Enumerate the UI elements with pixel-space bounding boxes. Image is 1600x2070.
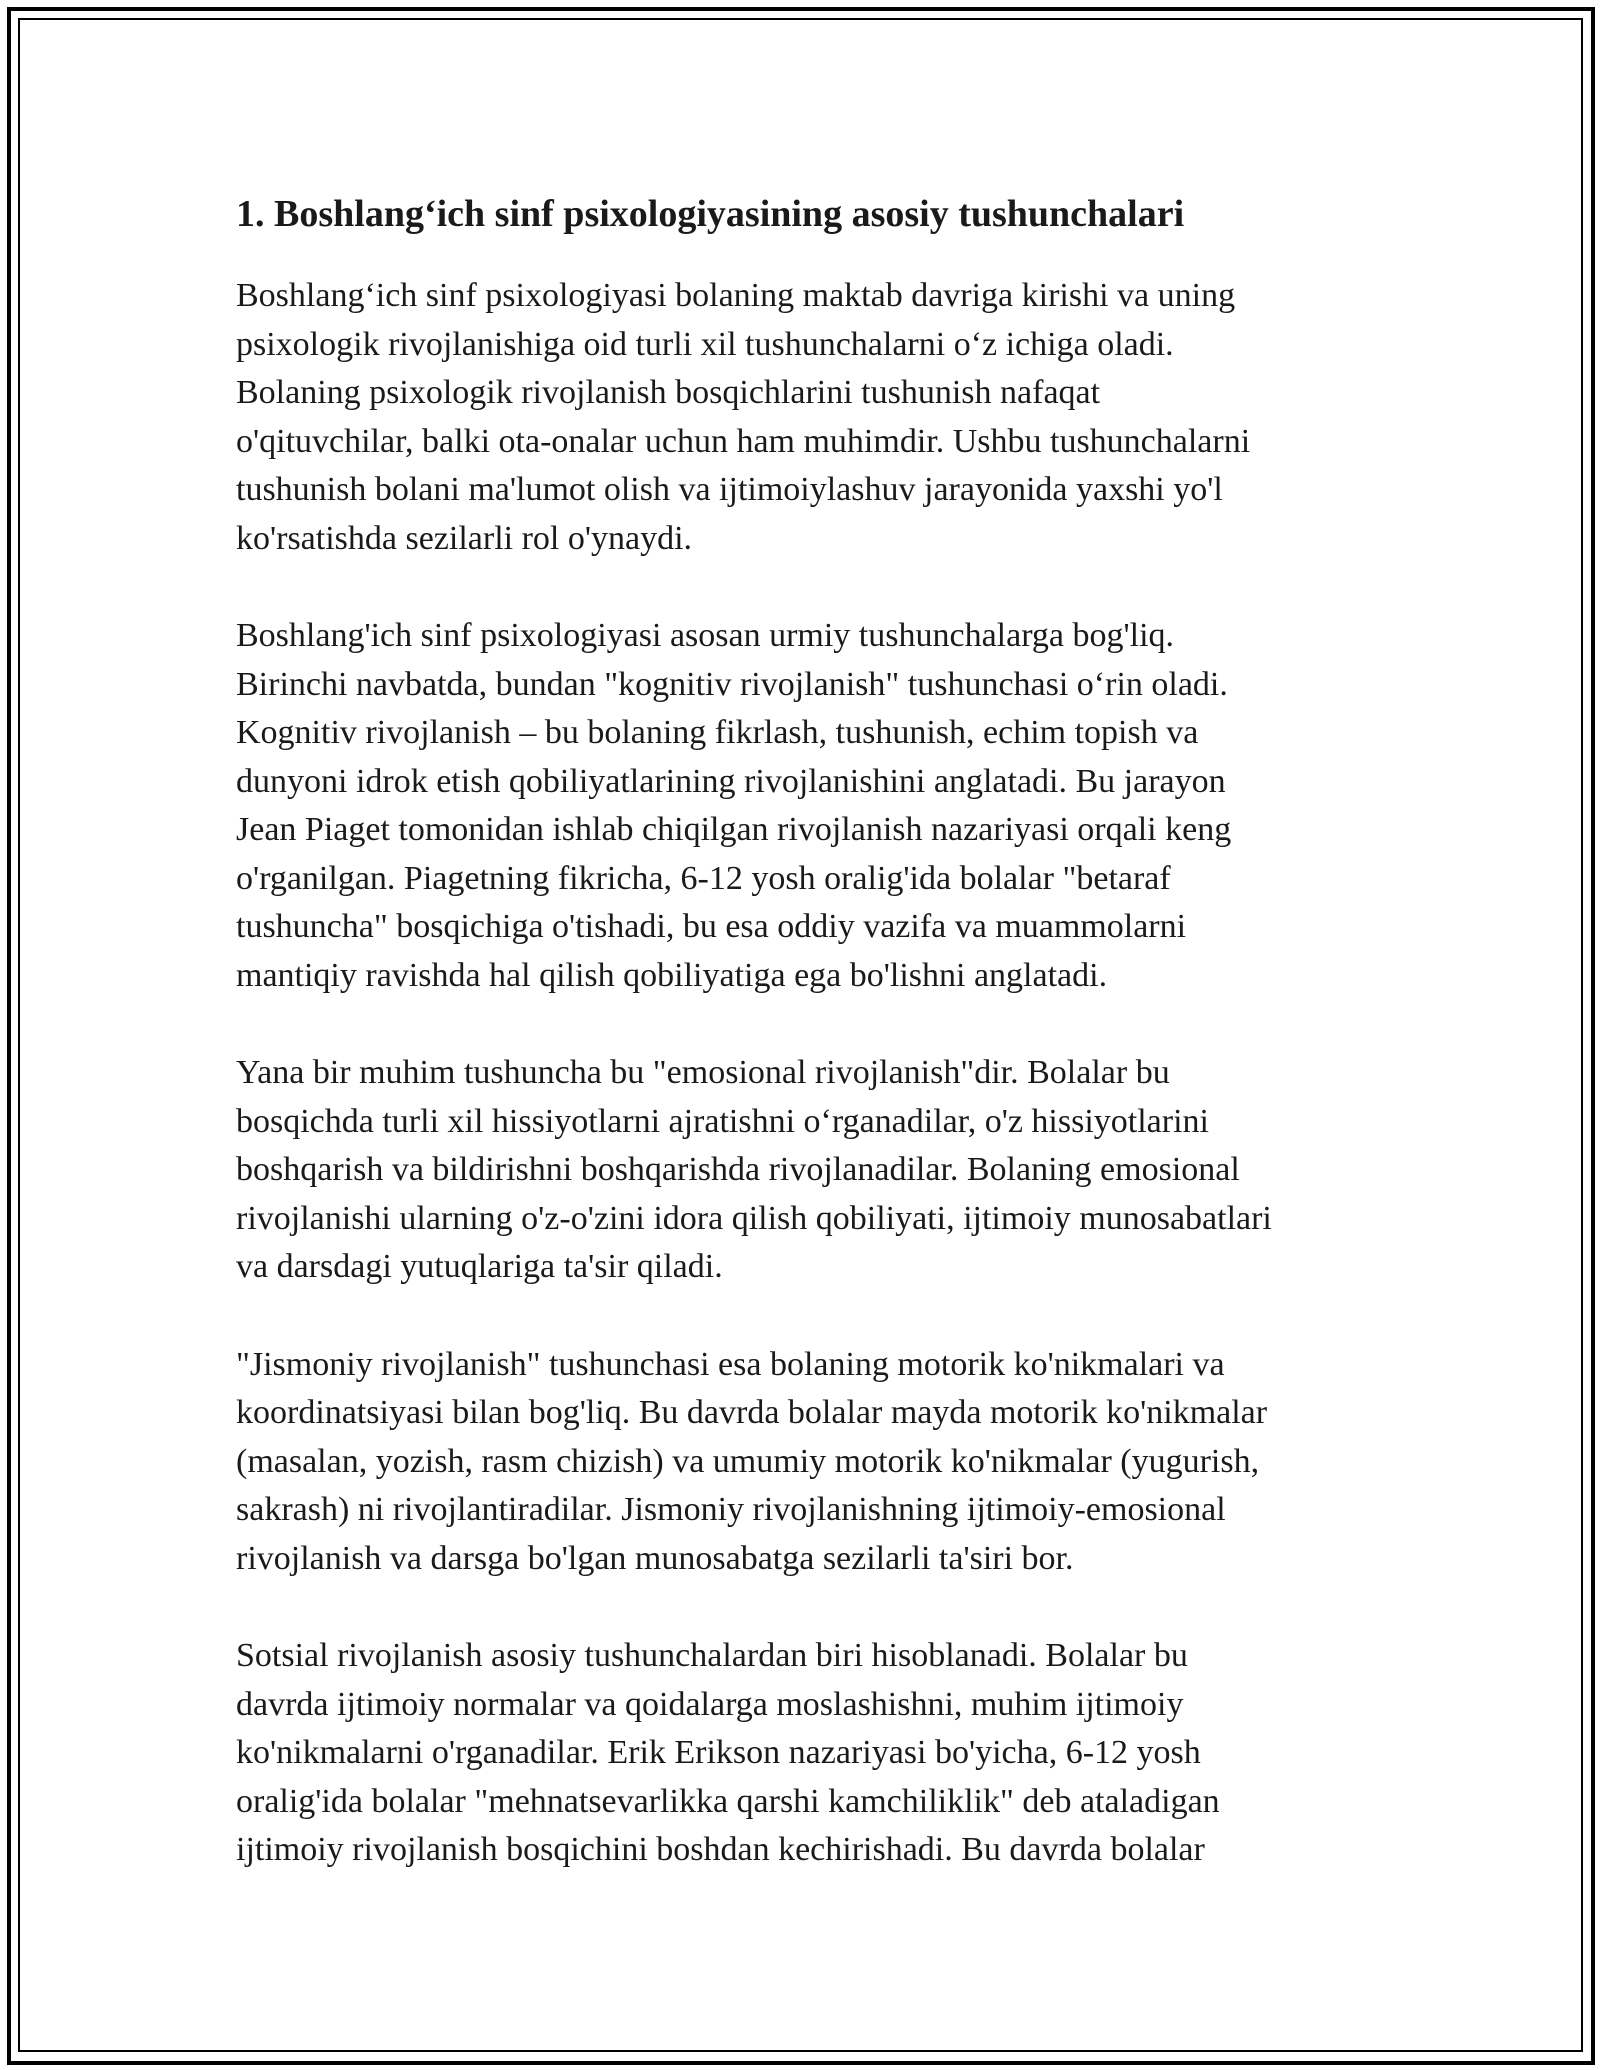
text-line: koordinatsiyasi bilan bog'liq. Bu davrda bolalar mayda motorik ko'nikmalar	[236, 1394, 1268, 1431]
text-line: Bolaning psixologik rivojlanish bosqichlarini tushunish nafaqat	[236, 374, 1101, 411]
section-heading: 1. Boshlang‘ich sinf psixologiyasining asosiy tushunchalari	[236, 193, 1185, 235]
text-line: Kognitiv rivojlanish – bu bolaning fikrlash, tushunish, echim topish va	[236, 714, 1199, 751]
text-line: bosqichda turli xil hissiyotlarni ajratishni o‘rganadilar, o'z hissiyotlarini	[236, 1102, 1209, 1140]
text-line: Boshlang'ich sinf psixologiyasi asosan urmiy tushunchalarga bog'liq.	[236, 617, 1175, 654]
text-line: psixologik rivojlanishiga oid turli xil tushunchalarni o‘z ichiga oladi.	[236, 325, 1174, 363]
text-line: tushunish bolani ma'lumot olish va ijtimoiylashuv jarayonida yaxshi yo'l	[236, 471, 1223, 508]
text-line: Boshlang‘ich sinf psixologiyasi bolaning maktab davriga kirishi va uning	[236, 277, 1236, 314]
text-line: Birinchi navbatda, bundan "kognitiv rivojlanish" tushunchasi o‘rin oladi.	[236, 665, 1228, 703]
text-line: dunyoni idrok etish qobiliyatlarining rivojlanishini anglatadi. Bu jarayon	[236, 762, 1226, 800]
text-line: (masalan, yozish, rasm chizish) va umumiy motorik ko'nikmalar (yugurish,	[236, 1442, 1260, 1480]
text-line: oralig'ida bolalar "mehnatsevarlikka qarshi kamchiliklik" deb ataladigan	[236, 1782, 1220, 1820]
text-line: Yana bir muhim tushuncha bu "emosional rivojlanish"dir. Bolalar bu	[236, 1054, 1170, 1091]
text-line: Sotsial rivojlanish asosiy tushunchalardan biri hisoblanadi. Bolalar bu	[236, 1637, 1188, 1674]
text-line: tushuncha" bosqichiga o'tishadi, bu esa oddiy vazifa va muammolarni	[236, 908, 1187, 945]
text-line: o'rganilgan. Piagetning fikricha, 6-12 yosh oralig'ida bolalar "betaraf	[236, 859, 1171, 897]
paragraph-emotional-development	[236, 1049, 1386, 1292]
paragraph-social-development	[236, 1632, 1386, 1875]
paragraph-intro	[236, 272, 1386, 563]
document-body	[236, 186, 1386, 1924]
text-line: o'qituvchilar, balki ota-onalar uchun ham muhimdir. Ushbu tushunchalarni	[236, 422, 1251, 460]
text-line: ijtimoiy rivojlanish bosqichini boshdan kechirishadi. Bu davrda bolalar	[236, 1831, 1205, 1868]
text-line: "Jismoniy rivojlanish" tushunchasi esa bolaning motorik ko'nikmalari va	[236, 1345, 1225, 1383]
paragraph-cognitive-development	[236, 612, 1386, 1000]
text-line: va darsdagi yutuqlariga ta'sir qiladi.	[236, 1248, 723, 1285]
text-line: mantiqiy ravishda hal qilish qobiliyatiga ega bo'lishni anglatadi.	[236, 956, 1108, 994]
text-line: boshqarish va bildirishni boshqarishda rivojlanadilar. Bolaning emosional	[236, 1151, 1240, 1188]
text-line: davrda ijtimoiy normalar va qoidalarga moslashishni, muhim ijtimoiy	[236, 1685, 1184, 1723]
text-line: ko'nikmalarni o'rganadilar. Erik Erikson nazariyasi bo'yicha, 6-12 yosh	[236, 1734, 1201, 1771]
text-line: Jean Piaget tomonidan ishlab chiqilgan rivojlanish nazariyasi orqali keng	[236, 811, 1232, 848]
paragraph-physical-development	[236, 1341, 1386, 1584]
text-line: rivojlanish va darsga bo'lgan munosabatga sezilarli ta'siri bor.	[236, 1539, 1074, 1577]
text-line: sakrash) ni rivojlantiradilar. Jismoniy rivojlanishning ijtimoiy-emosional	[236, 1491, 1226, 1528]
text-line: rivojlanishi ularning o'z-o'zini idora qilish qobiliyati, ijtimoiy munosabatlari	[236, 1199, 1272, 1237]
text-line: ko'rsatishda sezilarli rol o'ynaydi.	[236, 519, 693, 557]
